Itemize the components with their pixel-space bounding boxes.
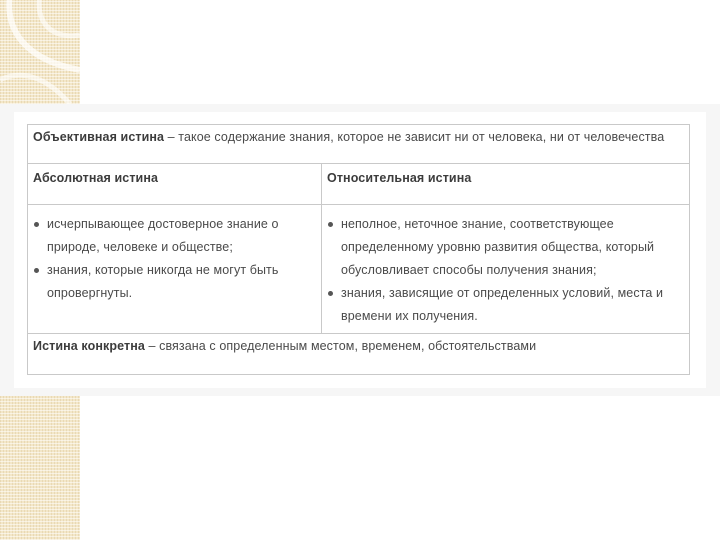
bullet-icon bbox=[328, 222, 333, 227]
relative-heading-cell bbox=[322, 164, 690, 205]
objective-truth-term: Объективная истина bbox=[33, 130, 165, 144]
relative-points-cell bbox=[322, 205, 690, 334]
absolute-heading-cell bbox=[28, 164, 322, 205]
objective-truth-cell bbox=[28, 125, 690, 164]
list-item: знания, зависящие от определенных условий, места и времени их получения. bbox=[322, 282, 683, 328]
decorative-pattern-bottom bbox=[0, 396, 80, 540]
list-item: исчерпывающее достоверное знание о природе, человеке и обществе; bbox=[28, 213, 315, 259]
concrete-truth-cell bbox=[28, 334, 690, 375]
absolute-truth-heading: Абсолютная истина bbox=[33, 171, 159, 185]
ornament-curves-icon bbox=[0, 0, 80, 104]
absolute-points-cell bbox=[28, 205, 322, 334]
concrete-truth-term: Истина конкретна bbox=[33, 339, 145, 353]
decorative-pattern-top bbox=[0, 0, 80, 104]
bullet-icon bbox=[34, 222, 39, 227]
list-item: неполное, неточное знание, соответствующее определенному уровню развития общества, который обусловливает способы получения знания; bbox=[322, 213, 683, 282]
objective-truth-definition: – такое содержание знания, которое не зависит ни от человека, ни от человечества bbox=[164, 130, 665, 144]
relative-truth-heading: Относительная истина bbox=[327, 171, 472, 185]
bullet-icon bbox=[34, 268, 39, 273]
relative-points-list bbox=[322, 213, 689, 328]
truth-table bbox=[27, 124, 690, 375]
bullet-icon bbox=[328, 291, 333, 296]
absolute-points-list bbox=[28, 213, 321, 305]
concrete-truth-definition: – связана с определенным местом, временем, обстоятельствами bbox=[144, 339, 537, 353]
list-item: знания, которые никогда не могут быть опровергнуты. bbox=[28, 259, 315, 305]
